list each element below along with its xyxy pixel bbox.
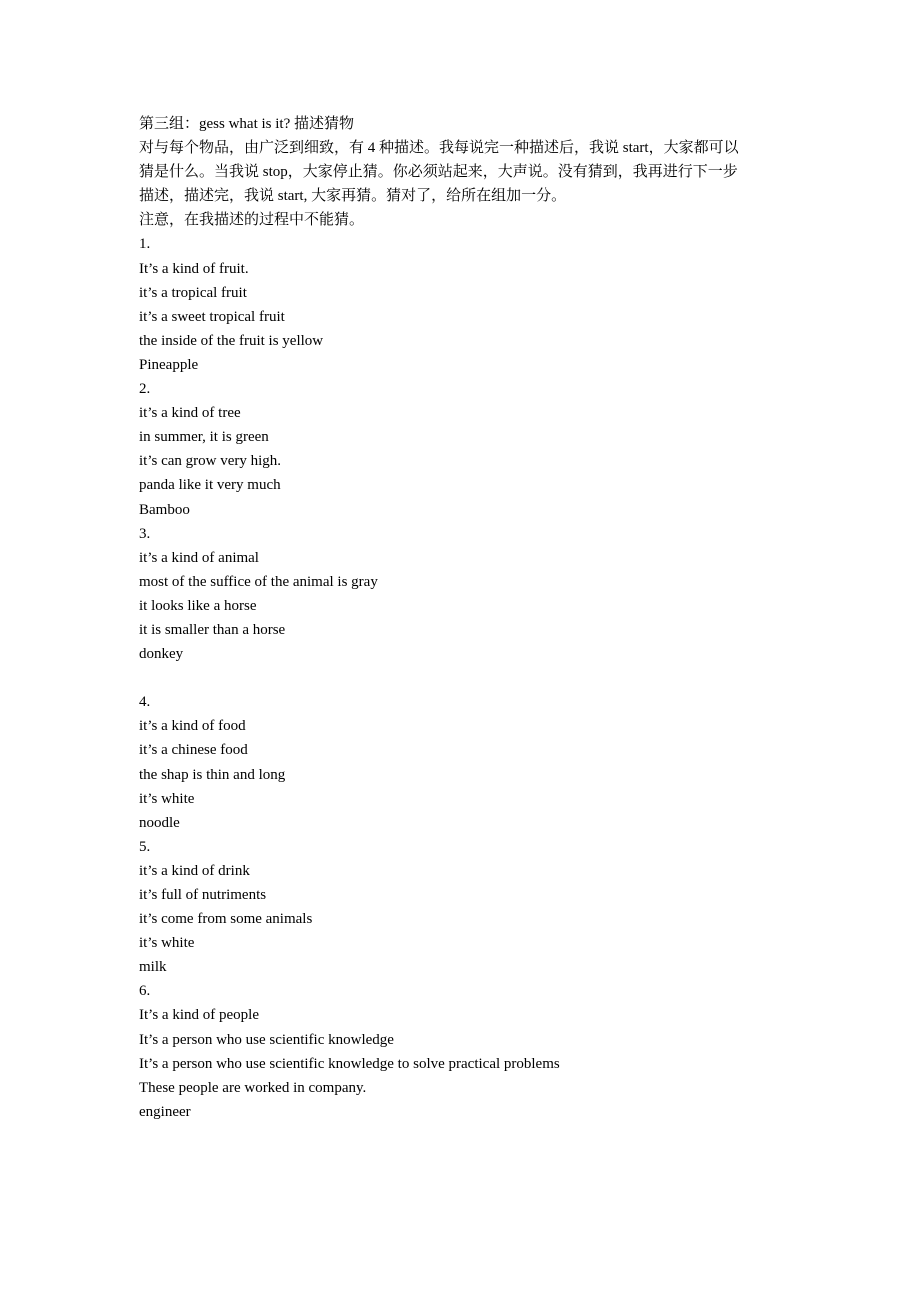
riddle-clue: it’s a sweet tropical fruit <box>139 308 285 325</box>
riddle-clue: it’s a kind of animal <box>139 549 259 566</box>
riddle-number: 4. <box>139 694 151 711</box>
riddle-number: 6. <box>139 983 151 1000</box>
riddle-block <box>139 232 789 377</box>
riddle-answer: Bamboo <box>139 501 190 518</box>
riddle-answer: noodle <box>139 814 180 831</box>
riddle-number: 3. <box>139 525 151 542</box>
riddle-clue: It’s a person who use scientific knowledge <box>139 1031 394 1048</box>
riddle-answer: donkey <box>139 646 184 663</box>
riddle-clue: it’s a chinese food <box>139 742 248 759</box>
riddle-clue: It’s a kind of people <box>139 1007 259 1024</box>
intro-line: 对与每个物品，由广泛到细致，有 4 种描述。我每说完一种描述后，我说 start，大家都可以 <box>139 140 739 157</box>
riddle-clue: it looks like a horse <box>139 597 257 614</box>
riddle-clue: the inside of the fruit is yellow <box>139 332 324 349</box>
riddle-clue: it’s full of nutriments <box>139 887 267 903</box>
riddle-block <box>139 377 789 522</box>
riddle-block <box>139 522 789 667</box>
riddle-clue: It’s a person who use scientific knowledge to solve practical problems <box>139 1055 560 1072</box>
riddle-clue: it’s a kind of food <box>139 718 246 735</box>
riddle-clue: It’s a kind of fruit. <box>139 260 249 277</box>
riddle-clue: it’s can grow very high. <box>139 453 282 470</box>
blank-line <box>139 666 789 690</box>
riddle-clue: These people are worked in company. <box>139 1079 367 1096</box>
riddle-clue: it’s white <box>139 935 195 952</box>
riddle-clue: it’s white <box>139 790 195 807</box>
riddle-block <box>139 835 789 980</box>
document-title: 第三组：gess what is it? 描述猜物 <box>139 116 354 132</box>
riddle-clue: panda like it very much <box>139 477 281 494</box>
riddle-clue: in summer, it is green <box>139 429 269 446</box>
riddle-answer: milk <box>139 959 167 976</box>
riddle-clue: it’s a tropical fruit <box>139 284 247 301</box>
riddle-number: 2. <box>139 381 151 398</box>
riddle-number: 5. <box>139 838 151 855</box>
riddle-answer: Pineapple <box>139 356 199 373</box>
riddle-block <box>139 979 789 1124</box>
riddle-block <box>139 690 789 835</box>
intro-line: 猜是什么。当我说 stop，大家停止猜。你必须站起来，大声说。没有猜到，我再进行下一步 <box>139 164 738 181</box>
riddle-clue: it’s come from some animals <box>139 911 313 928</box>
intro-note: 注意，在我描述的过程中不能猜。 <box>139 212 365 229</box>
intro-line: 描述，描述完，我说 start, 大家再猜。猜对了，给所在组加一分。 <box>139 188 567 205</box>
riddle-clue: the shap is thin and long <box>139 766 286 783</box>
riddle-clue: most of the suffice of the animal is gray <box>139 573 378 590</box>
riddle-answer: engineer <box>139 1103 191 1120</box>
riddle-clue: it’s a kind of drink <box>139 862 250 879</box>
riddle-number: 1. <box>139 236 151 253</box>
document-page <box>139 112 789 1124</box>
riddle-clue: it’s a kind of tree <box>139 405 241 422</box>
riddle-clue: it is smaller than a horse <box>139 621 286 638</box>
